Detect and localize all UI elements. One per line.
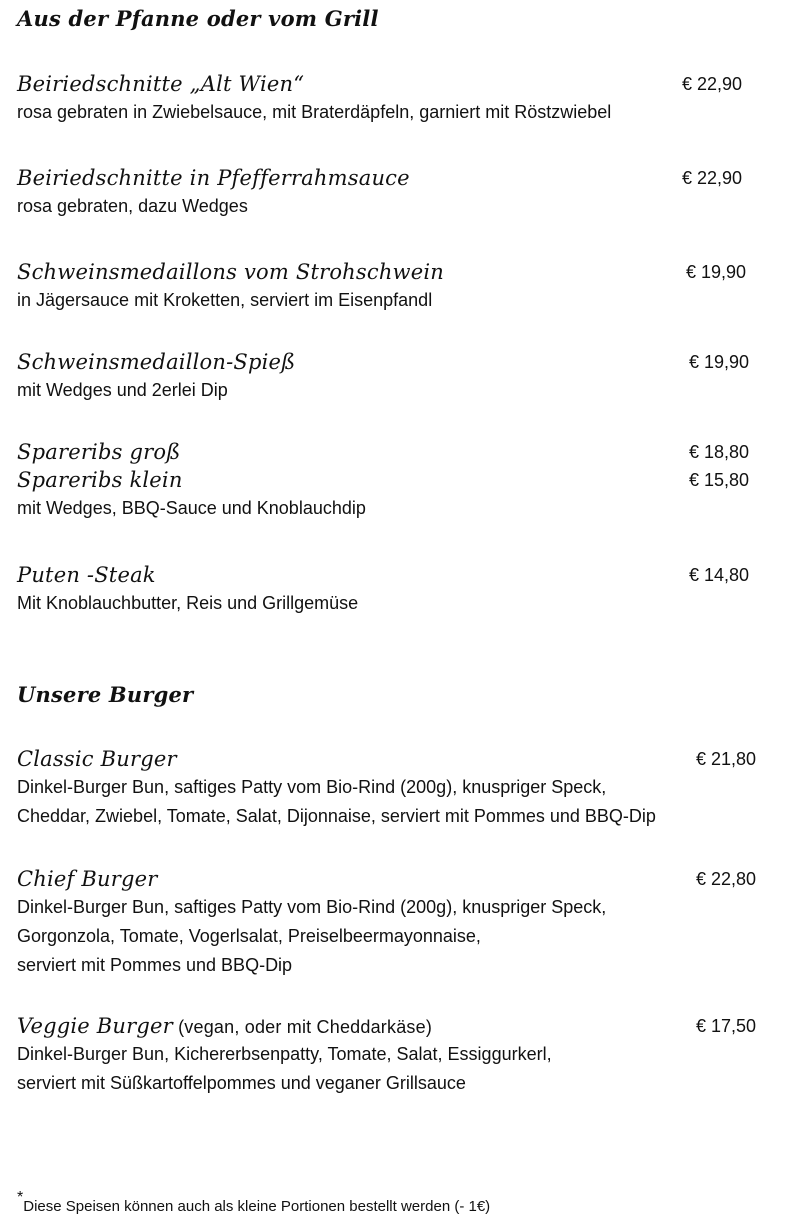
item-price: € 19,90	[689, 352, 750, 372]
item-description-line: Dinkel-Burger Bun, saftiges Patty vom Bio-Rind (200g), knuspriger Speck,	[17, 777, 607, 797]
section-title-grill: Aus der Pfanne oder vom Grill	[17, 6, 379, 31]
item-description-line: Cheddar, Zwiebel, Tomate, Salat, Dijonnaise, serviert mit Pommes und BBQ-Dip	[17, 806, 656, 826]
item-name: Beiriedschnitte „Alt Wien“	[17, 72, 305, 96]
item-description: Mit Knoblauchbutter, Reis und Grillgemüse	[17, 593, 359, 613]
menu-item-beiried-alt-wien	[17, 72, 787, 127]
item-price: € 14,80	[689, 565, 750, 585]
item-price: € 18,80	[689, 442, 750, 462]
item-description: rosa gebraten, dazu Wedges	[17, 196, 248, 216]
item-description: mit Wedges, BBQ-Sauce und Knoblauchdip	[17, 498, 366, 518]
footnote-mark: *	[17, 1189, 24, 1206]
section-title-burger: Unsere Burger	[17, 682, 194, 707]
item-description: in Jägersauce mit Kroketten, serviert im Eisenpfandl	[17, 290, 433, 310]
menu-item-veggie-burger	[17, 1014, 787, 1098]
item-name: Classic Burger	[17, 747, 177, 771]
menu-item-medaillon-spiess	[17, 350, 787, 405]
menu-item-spareribs	[17, 440, 787, 523]
item-description: mit Wedges und 2erlei Dip	[17, 380, 228, 400]
menu-item-classic-burger	[17, 747, 787, 831]
item-name: Puten -Steak	[17, 563, 156, 587]
item-price: € 21,80	[696, 749, 757, 769]
item-name: Veggie Burger	[17, 1014, 173, 1038]
footnote-text: Diese Speisen können auch als kleine Portionen bestellt werden (- 1€)	[23, 1198, 491, 1215]
item-description-line: Dinkel-Burger Bun, saftiges Patty vom Bio-Rind (200g), knuspriger Speck,	[17, 897, 607, 917]
item-name: Chief Burger	[17, 867, 158, 891]
item-description: rosa gebraten in Zwiebelsauce, mit Braterdäpfeln, garniert mit Röstzwiebel	[17, 102, 612, 122]
item-price: € 19,90	[686, 262, 747, 282]
item-name: Schweinsmedaillons vom Strohschwein	[17, 260, 444, 284]
menu-item-beiried-pfeffer	[17, 166, 787, 221]
item-description-line: serviert mit Pommes und BBQ-Dip	[17, 955, 293, 975]
item-name-row	[17, 1014, 787, 1038]
item-price: € 22,80	[696, 869, 757, 889]
item-price: € 22,90	[682, 168, 743, 188]
item-description-line: serviert mit Süßkartoffelpommes und veganer Grillsauce	[17, 1073, 466, 1093]
footnote	[17, 1189, 491, 1215]
item-name: Spareribs groß	[17, 440, 181, 464]
item-note: (vegan, oder mit Cheddarkäse)	[172, 1017, 433, 1037]
item-price: € 17,50	[696, 1016, 757, 1036]
item-price-small: € 15,80	[689, 470, 750, 490]
menu-item-schweinsmedaillons	[17, 260, 787, 315]
item-name: Beiriedschnitte in Pfefferrahmsauce	[17, 166, 410, 190]
item-description-line: Gorgonzola, Tomate, Vogerlsalat, Preiselbeermayonnaise,	[17, 926, 481, 946]
menu-item-puten-steak	[17, 563, 787, 618]
item-name: Schweinsmedaillon-Spieß	[17, 350, 296, 374]
item-price: € 22,90	[682, 74, 743, 94]
item-description-line: Dinkel-Burger Bun, Kichererbsenpatty, Tomate, Salat, Essiggurkerl,	[17, 1044, 552, 1064]
menu-item-chief-burger	[17, 867, 787, 980]
item-name-small: Spareribs klein	[17, 468, 183, 492]
